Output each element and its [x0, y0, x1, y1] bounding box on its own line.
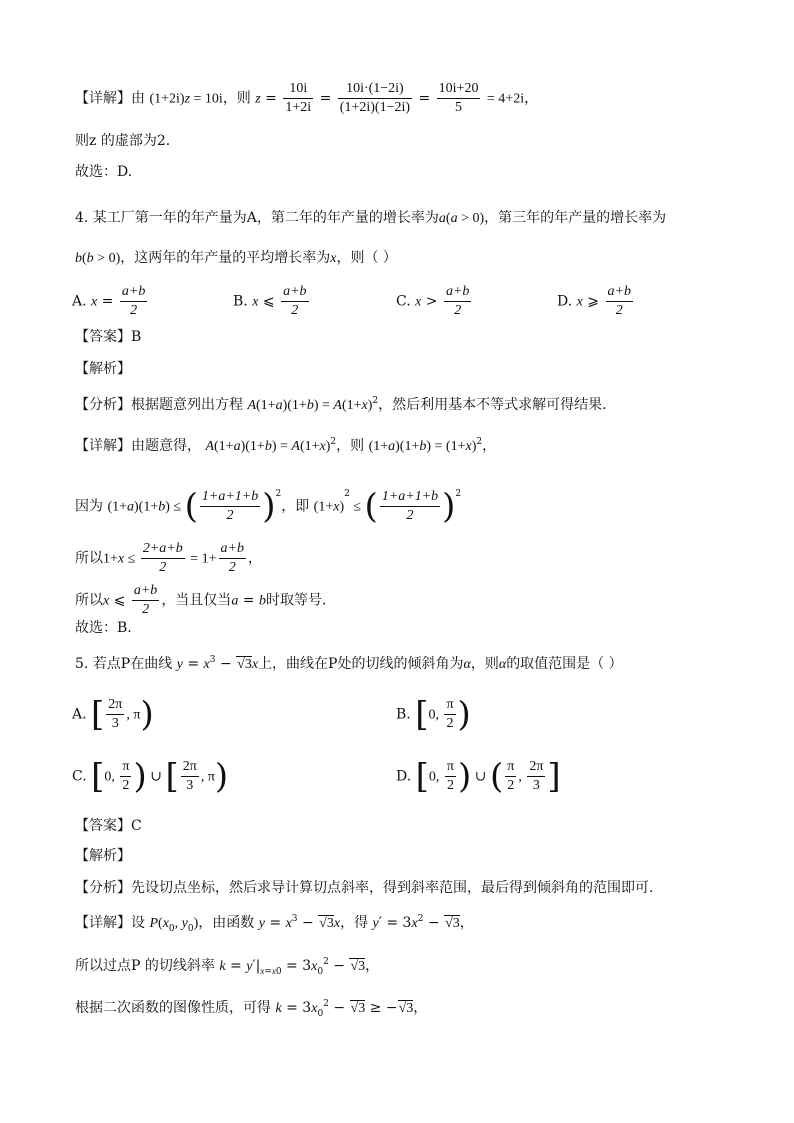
fenxi-label: 【分析】 — [75, 397, 131, 413]
q5-detail-text2: ，由函数 — [198, 915, 255, 931]
q5-option-c: C. [0, $\frac{\pi}{2}$ ) ∪ [ $\frac{2\pi}{3}$ , π) — [72, 756, 229, 797]
q4-suoyi-line: 所以1+x ≤ $\frac{2+a+b}{2}$ = 1+ $\frac{a+b}{2}$ ， — [75, 541, 262, 575]
q5-detail-line: 【详解】设 $P(x_0$, $y_0$)，由函数 $y = x^3 - √3x$，得 $y' = 3x^2 - √3$， — [75, 914, 474, 934]
q5-slope-line: 所以过点P 的切线斜率 $k = y'|_{x=x0} = 3x_0^2 - √3$， — [75, 957, 380, 977]
q4-stem2-end: ，则（ ） — [336, 250, 397, 266]
detail-label: 【详解】 — [75, 90, 131, 107]
q4-eq-tail: ，当且仅当 — [161, 592, 232, 609]
q4-option-c: C. x > $\frac{a+b}{2}$ — [396, 284, 470, 318]
q5-stem1-end: ，则 — [470, 656, 499, 672]
q5-option-b: B. [0, $\frac{\pi}{2}$ ) — [396, 694, 471, 735]
q5-option-d-label: D. — [396, 768, 412, 785]
q4-option-d-label: D. — [557, 293, 573, 310]
q5-option-a-label: A. — [72, 706, 87, 723]
q4-option-a-label: A. — [72, 293, 87, 310]
q4-fenxi-line: 【分析】根据题意列出方程 $A(1+a)(1+b) = A(1+x)^2$，然后利用基本不等式求解可得结果. — [75, 396, 607, 413]
p3-choose: 故选：D. — [75, 164, 133, 180]
fenxi-label: 【分析】 — [75, 880, 131, 896]
q5-slope-text: 所以过点P 的切线斜率 — [75, 958, 215, 974]
q4-option-b: B. x ⩽ $\frac{a+b}{2}$ — [233, 284, 307, 318]
q5-option-c-label: C. — [72, 768, 87, 785]
q4-detail-text: 由题意得， — [131, 438, 201, 454]
q5-answer — [75, 816, 142, 836]
analysis-label: 【解析】 — [75, 848, 131, 864]
q4-option-a: A. x = $\frac{a+b}{2}$ — [72, 284, 146, 318]
q5-analysis-label — [75, 846, 131, 866]
q4-analysis-label — [75, 359, 131, 379]
q5-stem: 5. 若点P在曲线 $y = x^3 - √3x$上，曲线在P处的切线的倾斜角为α，则α的取值范围是（ ） — [75, 655, 623, 672]
q5-range-text: 根据二次函数的图像性质，可得 — [75, 1000, 271, 1016]
q5-option-d: D. [0, $\frac{\pi}{2}$ ) ∪ ( $\frac{\pi}{2}$ , $\frac{2\pi}{3}$ ] — [396, 756, 561, 797]
q4-answer-value: B — [131, 329, 142, 345]
q5-fenxi-line — [75, 878, 653, 898]
p3-imag-line: 则z 的虚部为2． — [75, 133, 180, 149]
detail-label: 【详解】 — [75, 915, 131, 931]
q4-choose: 故选：B. — [75, 620, 132, 636]
p3-suffix: ，则 — [222, 90, 251, 107]
q4-stem1-tail: ，第三年的年产量的增长率为 — [484, 210, 667, 226]
q5-range-line: 根据二次函数的图像性质，可得 $k = 3x_0^2 - √3 \ge -√3$， — [75, 999, 428, 1019]
detail-label: 【详解】 — [75, 438, 131, 454]
q4-suoyi: 所以 — [75, 550, 103, 567]
q5-answer-value: C — [131, 818, 142, 834]
q5-stem1-end2: 的取值范围是（ ） — [506, 656, 623, 672]
q4-suoyi2-line: 所以x ⩽ $\frac{a+b}{2}$ ，当且仅当a = b时取等号. — [75, 583, 327, 617]
p3-prefix: 由 — [131, 90, 145, 107]
q5-option-b-label: B. — [396, 706, 411, 723]
q4-stem-line2: b(b > 0)，这两年的年产量的平均增长率为x，则（ ） — [75, 250, 397, 266]
q5-detail-text: 设 — [131, 915, 145, 931]
q4-detail-text2: ，则 — [336, 438, 365, 454]
q4-eq-tail2: 时取等号. — [265, 592, 327, 609]
q4-option-b-label: B. — [233, 293, 248, 310]
q5-option-a: A. [ $\frac{2\pi}{3}$ , π) — [72, 694, 154, 735]
q4-stem-line1: 4. 某工厂第一年的年产量为A，第二年的年产量的增长率为a(a > 0)，第三年的年产量的增长率为 — [75, 210, 667, 226]
q5-fenxi-text: 先设切点坐标，然后求导计算切点斜率，得到斜率范围，最后得到倾斜角的范围即可. — [131, 880, 654, 896]
q4-stem1: 4. 某工厂第一年的年产量为A，第二年的年产量的增长率为 — [75, 210, 439, 226]
q4-fenxi-text2: ，然后利用基本不等式求解可得结果. — [378, 397, 607, 413]
q4-ji: ，即 — [281, 498, 310, 515]
p3-detail-line: 【详解】由 (1+2i)z = 10i，则 z = $\frac{10i}{1+2i}$ = $\frac{10i\cdot(1-2i)}{(1+2i)(1-2i)}$ = $\frac{10i+20}{5}$ = 4+2i， — [75, 81, 539, 115]
q4-option-d: D. x ⩾ $\frac{a+b}{2}$ — [557, 284, 631, 318]
q4-suoyi2: 所以 — [75, 592, 103, 609]
q5-detail-text3: ，得 — [340, 915, 369, 931]
q4-answer — [75, 327, 141, 347]
answer-label: 【答案】 — [75, 818, 131, 834]
q4-because: 因为 — [75, 498, 103, 515]
q4-stem2-tail: ，这两年的年产量的平均增长率为 — [120, 250, 331, 266]
q5-stem1-mid: 上，曲线在P处的切线的倾斜角为 — [258, 656, 464, 672]
analysis-label: 【解析】 — [75, 361, 131, 377]
q5-stem1: 5. 若点P在曲线 — [75, 656, 173, 672]
q4-fenxi-text: 根据题意列出方程 — [131, 397, 243, 413]
q4-because-line: 因为 (1+a)(1+b) ≤ ( $\frac{1+a+1+b}{2}$ )$^2$，即 $(1+x)^2$ ≤ ( $\frac{1+a+1+b}{2}$ )$^2$ — [75, 486, 462, 527]
q4-option-c-label: C. — [396, 293, 411, 310]
q4-detail-line: 【详解】由题意得， $A(1+a)(1+b) = A(1+x)^2$，则 $(1+a)(1+b) = (1+x)^2$， — [75, 437, 497, 454]
answer-label: 【答案】 — [75, 329, 131, 345]
